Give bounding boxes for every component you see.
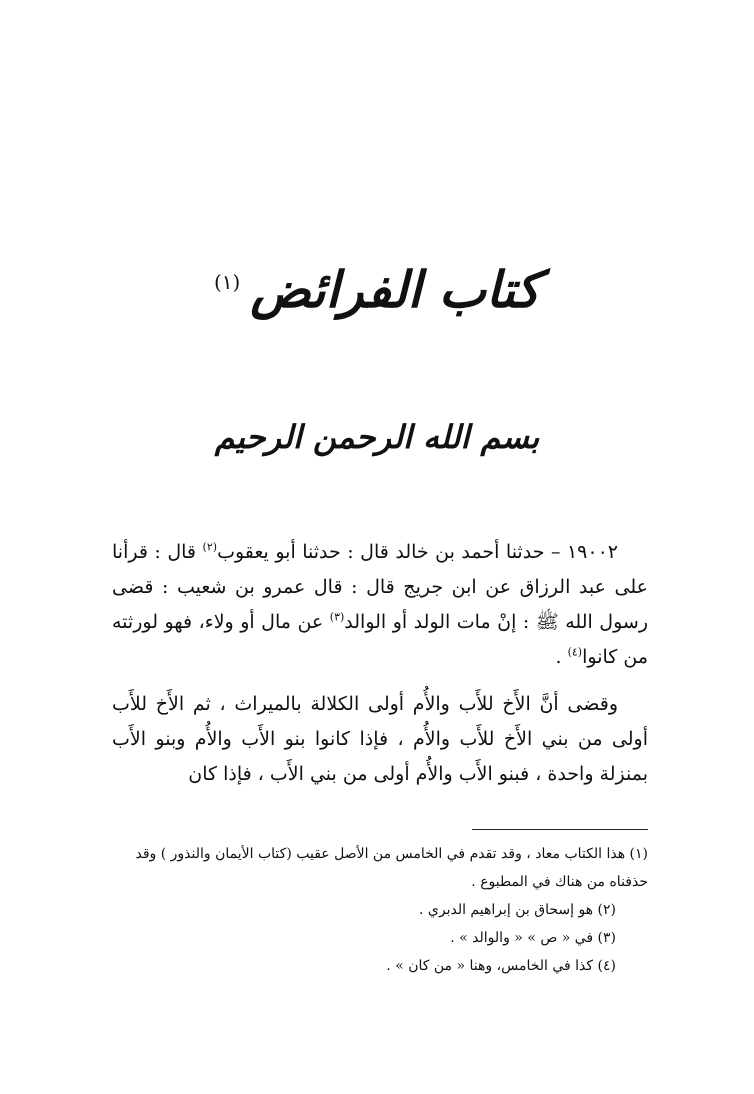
hadith-line-4a: فهو لورثته من كانوا bbox=[112, 611, 648, 668]
footnote-2-number: (٢) bbox=[597, 902, 616, 918]
footnote-1 bbox=[112, 840, 648, 896]
footnote-1-text: هذا الكتاب معاد ، وقد تقدم في الخامس من الأصل عقيب (كتاب الأيمان والنذور ) وقد حذفناه من هناك في المطبوع . bbox=[135, 846, 648, 890]
footnote-3 bbox=[112, 924, 648, 952]
hadith-line-3a: قضى رسول الله ﷺ : إنْ مات الولد أو الوالد bbox=[112, 576, 648, 633]
title-footnote-marker: (١) bbox=[213, 270, 241, 295]
footnote-ref-3: (٣) bbox=[329, 610, 345, 624]
main-text bbox=[112, 535, 648, 792]
basmala: بسم الله الرحمن الرحيم bbox=[214, 418, 540, 456]
hadith-line-1: ١٩٠٠٢ – حدثنا أحمد بن خالد قال : حدثنا أبو يعقوب bbox=[217, 541, 618, 563]
hadith-line-2: قال : قرأنا على عبد الرزاق عن ابن جريج قال : قال عمرو بن شعيب : bbox=[112, 541, 649, 598]
hadith-paragraph-2: وقضى أنَّ الأَخ للأَب والأُم أولى الكلالة بالميراث ، ثم الأَخ للأَب أولى من بني الأَخ للأَب والأُم ، فإذا كانوا بنو الأَب والأُم وبنو الأَب بمنزلة واحدة ، فبنو الأَب والأُم أولى من بني الأَب ، فإذا كان bbox=[112, 693, 648, 785]
book-title bbox=[0, 262, 754, 317]
footnotes bbox=[112, 840, 648, 980]
footnote-ref-2: (٢) bbox=[202, 540, 218, 554]
book-title-text: كتاب الفرائض bbox=[250, 260, 541, 319]
footnote-3-text: في « ص » « والوالد » . bbox=[450, 930, 594, 946]
footnote-2-text: هو إسحاق بن إبراهيم الدبري . bbox=[419, 902, 594, 918]
footnote-3-number: (٣) bbox=[597, 930, 616, 946]
footnote-2 bbox=[112, 896, 648, 924]
hadith-line-4b: . bbox=[555, 646, 562, 668]
footnote-4-number: (٤) bbox=[597, 958, 616, 974]
hadith-paragraph-1 bbox=[112, 535, 648, 675]
hadith-line-3b: عن مال أو ولاء، bbox=[198, 611, 324, 633]
footnote-divider bbox=[472, 829, 648, 830]
footnote-1-number: (١) bbox=[629, 846, 648, 862]
footnote-ref-4: (٤) bbox=[567, 645, 583, 659]
footnote-4-text: كذا في الخامس، وهنا « من كان » . bbox=[386, 958, 594, 974]
footnote-4 bbox=[112, 952, 648, 980]
